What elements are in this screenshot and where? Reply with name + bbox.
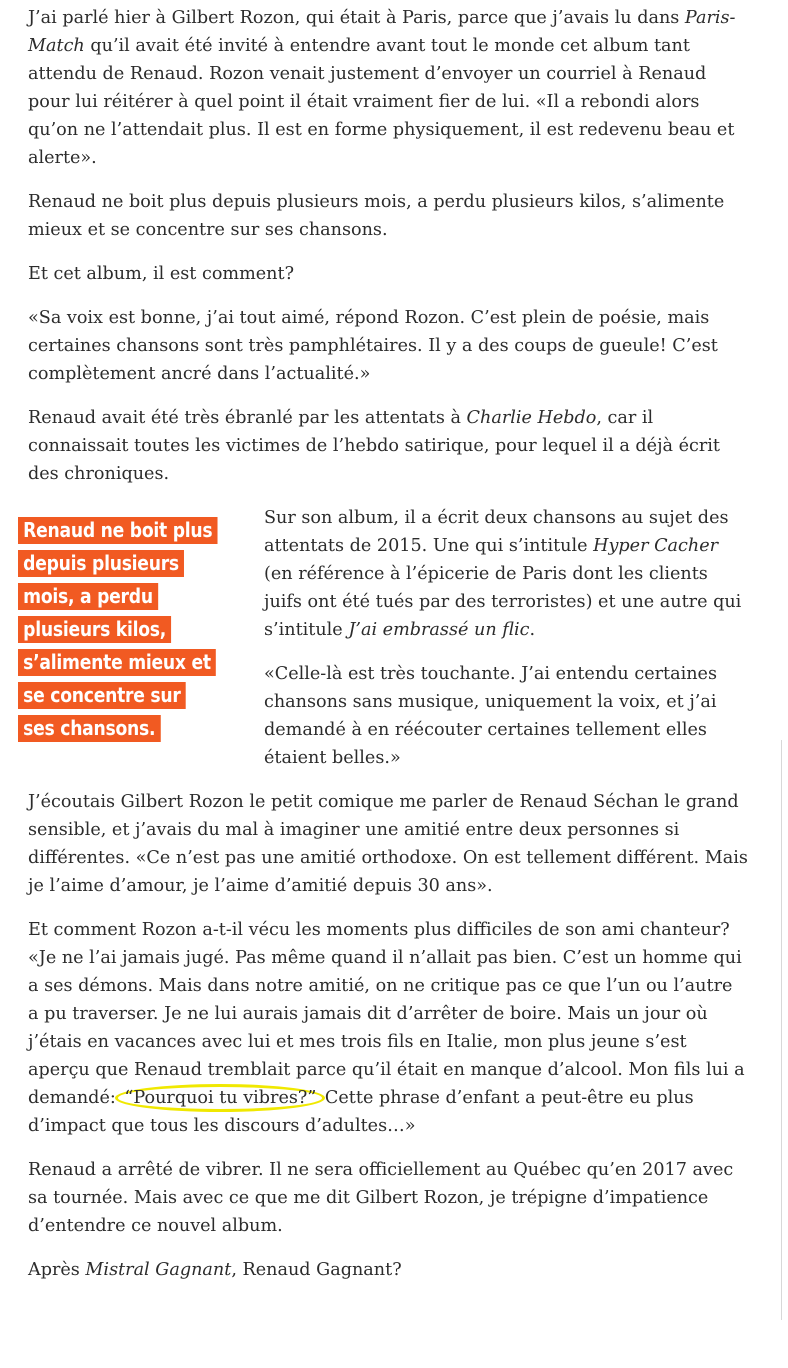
paragraph-8: J’écoutais Gilbert Rozon le petit comique me parler de Renaud Séchan le grand sensible, et j’avais du mal à imaginer une amitié entre deux personnes si différentes. «Ce n’est pas une amitié orthodoxe. On est tellement différent. Mais je l’aime d’amour, je l’aime d’amitié depuis 30 ans». <box>28 792 748 896</box>
song-title: J’ai embrassé un flic <box>348 620 530 640</box>
magazine-title: Paris-Match <box>28 8 736 56</box>
song-title: Hyper Cacher <box>593 536 719 556</box>
paragraph-7: «Celle-là est très touchante. J’ai entendu certaines chansons sans musique, uniquement la voix, et j’ai demandé à en réécouter certaines tellement elles étaient belles.» <box>264 664 717 768</box>
pull-quote-text: Renaud ne boit plus depuis plusieurs mois, a perdu plusieurs kilos, s’alimente mieux et se concentre sur ses chansons. <box>18 517 218 742</box>
pull-quote <box>18 514 214 745</box>
paragraph-11: Après Mistral Gagnant, Renaud Gagnant? <box>28 1260 402 1280</box>
paragraph-6: Sur son album, il a écrit deux chansons au sujet des attentats de 2015. Une qui s’intitule Hyper Cacher (en référence à l’épicerie de Paris dont les clients juifs ont été tués par des terroristes) et une autre qui s’intitule J’ai embrassé un flic. <box>264 508 742 640</box>
paragraph-10: Renaud a arrêté de vibrer. Il ne sera officiellement au Québec qu’en 2017 avec sa tournée. Mais avec ce que me dit Gilbert Rozon, je trépigne d’impatience d’entendre ce nouvel album. <box>28 1160 734 1236</box>
magazine-title: Charlie Hebdo <box>466 408 597 428</box>
song-title: Mistral Gagnant <box>85 1260 232 1280</box>
paragraph-3: Et cet album, il est comment? <box>28 264 295 284</box>
page-edge-divider <box>781 740 782 1320</box>
article-body <box>23 4 748 1300</box>
paragraph-1: J’ai parlé hier à Gilbert Rozon, qui était à Paris, parce que j’avais lu dans Paris-Match qu’il avait été invité à entendre avant tout le monde cet album tant attendu de Renaud. Rozon venait justement d’envoyer un courriel à Renaud pour lui réitérer à quel point il était vraiment fier de lui. «Il a rebondi alors qu’on ne l’attendait plus. Il est en forme physiquement, il est redevenu beau et alerte». <box>28 8 736 168</box>
paragraph-5: Renaud avait été très ébranlé par les attentats à Charlie Hebdo, car il connaissait toutes les victimes de l’hebdo satirique, pour lequel il a déjà écrit des chroniques. <box>28 408 720 484</box>
paragraph-2: Renaud ne boit plus depuis plusieurs mois, a perdu plusieurs kilos, s’alimente mieux et se concentre sur ses chansons. <box>28 192 725 240</box>
circled-quote: “Pourquoi tu vibres?” <box>115 1084 325 1112</box>
paragraph-4: «Sa voix est bonne, j’ai tout aimé, répond Rozon. C’est plein de poésie, mais certaines chansons sont très pamphlétaires. Il y a des coups de gueule! C’est complètement ancré dans l’actualité.» <box>28 308 718 384</box>
paragraph-9: Et comment Rozon a-t-il vécu les moments plus difficiles de son ami chanteur? «Je ne l’ai jamais jugé. Pas même quand il n’allait pas bien. C’est un homme qui a ses démons. Mais dans notre amitié, on ne critique pas ce que l’un ou l’autre a pu traverser. Je ne lui aurais jamais dit d’arrêter de boire. Mais un jour où j’étais en vacances avec lui et mes trois fils en Italie, mon plus jeune s’est aperçu que Renaud tremblait parce qu’il était en manque d’alcool. Mon fils lui a demandé: “Pourquoi tu vibres?” Cette phrase d’enfant a peut-être eu plus d’impact que tous les discours d’adultes…» <box>28 920 745 1136</box>
